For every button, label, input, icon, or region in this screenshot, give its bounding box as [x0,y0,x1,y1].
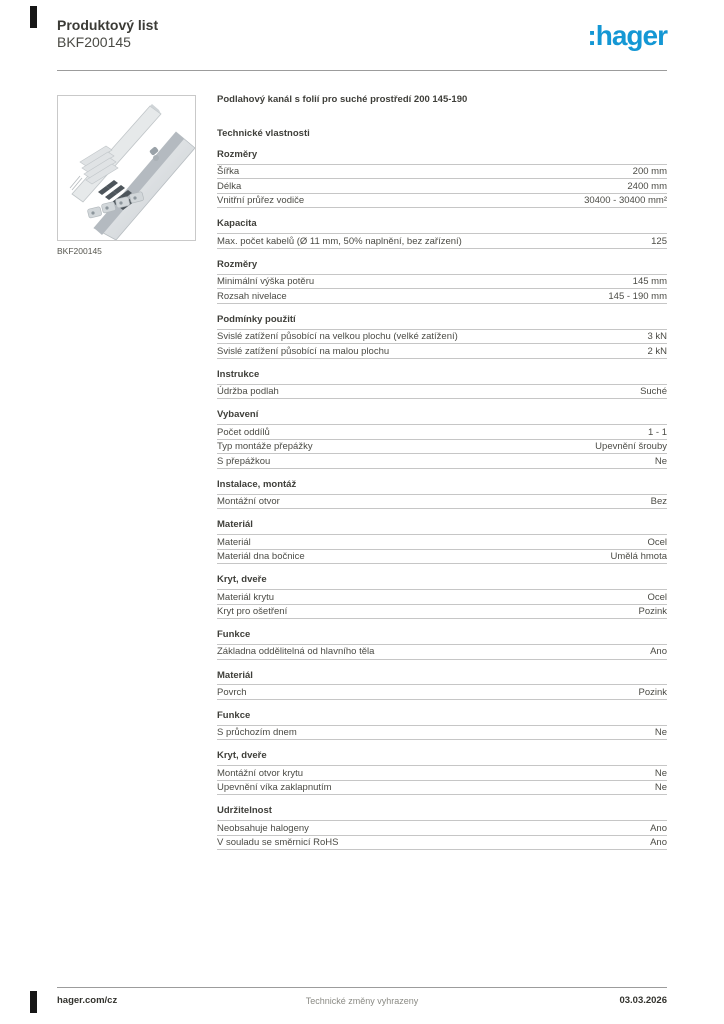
spec-section-heading: Kryt, dveře [217,574,667,590]
spec-section-heading: Instrukce [217,369,667,385]
spec-label: Délka [217,180,242,192]
spec-label: Materiál dna bočnice [217,551,305,563]
spec-section-heading: Rozměry [217,259,667,275]
footer-date: 03.03.2026 [619,995,667,1006]
spec-section [217,519,667,564]
spec-row [217,605,667,620]
technical-properties-heading: Technické vlastnosti [217,128,310,139]
spec-value: Bez [650,496,667,508]
spec-section [217,710,667,740]
spec-row [217,194,667,209]
spec-label: Šířka [217,166,240,178]
spec-section-heading: Kryt, dveře [217,750,667,766]
spec-column [217,94,667,850]
spec-row [217,425,667,440]
spec-value: Pozink [638,686,667,698]
page-edge-mark-top [30,6,37,28]
spec-section-heading: Materiál [217,670,667,686]
spec-label: Povrch [217,686,247,698]
spec-row [217,781,667,796]
spec-row [217,726,667,741]
spec-label: Materiál [217,536,251,548]
spec-label: Montážní otvor krytu [217,767,304,779]
spec-row [217,821,667,836]
spec-section [217,670,667,700]
spec-label: Rozsah nivelace [217,290,287,302]
document-type-title: Produktový list [57,17,159,33]
spec-row [217,344,667,359]
spec-value: 2400 mm [627,180,667,192]
spec-row [217,275,667,290]
spec-section [217,479,667,509]
spec-section [217,259,667,304]
spec-row [217,766,667,781]
spec-row [217,234,667,249]
spec-label: S průchozím dnem [217,727,297,739]
spec-value: 125 [651,235,667,247]
spec-label: Materiál krytu [217,591,275,603]
spec-value: Ocel [647,536,667,548]
spec-value: Upevnění šrouby [595,441,667,453]
spec-section-heading: Materiál [217,519,667,535]
footer-disclaimer: Technické změny vyhrazeny [305,996,419,1006]
spec-section [217,629,667,659]
spec-section-heading: Instalace, montáž [217,479,667,495]
spec-section-heading: Rozměry [217,149,667,165]
spec-row [217,385,667,400]
spec-label: Počet oddílů [217,426,270,438]
header-divider [57,70,667,71]
product-image-block [57,95,196,256]
spec-section [217,750,667,795]
spec-section-heading: Vybavení [217,409,667,425]
spec-sections [217,149,667,850]
spec-row [217,535,667,550]
spec-section [217,409,667,468]
spec-row [217,330,667,345]
spec-row [217,495,667,510]
spec-value: 2 kN [647,345,667,357]
spec-section [217,314,667,359]
spec-label: Montážní otvor [217,496,280,508]
spec-row [217,179,667,194]
spec-row [217,165,667,180]
spec-value: Ano [650,837,667,849]
spec-row [217,440,667,455]
spec-label: V souladu se směrnicí RoHS [217,837,339,849]
spec-label: Minimální výška potěru [217,276,315,288]
spec-label: Upevnění víka zaklapnutím [217,782,332,794]
product-reference: BKF200145 [57,33,131,50]
spec-row [217,289,667,304]
product-image [57,95,196,241]
spec-section-heading: Funkce [217,629,667,645]
spec-value: Ocel [647,591,667,603]
spec-row [217,454,667,469]
hager-logo: :hager [587,20,667,51]
product-title: Podlahový kanál s folií pro suché prostředí 200 145-190 [217,94,468,105]
spec-label: Neobsahuje halogeny [217,822,309,834]
spec-label: Max. počet kabelů (Ø 11 mm, 50% naplnění, bez zařízení) [217,235,462,247]
spec-row [217,590,667,605]
spec-row [217,645,667,660]
spec-section-heading: Udržitelnost [217,805,667,821]
spec-section [217,369,667,399]
spec-row [217,550,667,565]
spec-label: S přepážkou [217,455,271,467]
spec-label: Svislé zatížení působící na malou plochu [217,345,390,357]
spec-value: 1 - 1 [647,426,667,438]
spec-value: 3 kN [647,331,667,343]
spec-label: Kryt pro ošetření [217,606,288,618]
spec-value: Suché [640,386,667,398]
spec-value: 145 - 190 mm [608,290,667,302]
spec-section-heading: Podmínky použití [217,314,667,330]
spec-value: 30400 - 30400 mm² [584,195,667,207]
spec-value: Ne [654,727,667,739]
spec-section [217,574,667,619]
footer-website-link[interactable]: hager.com/cz [57,995,118,1006]
document-header [57,17,158,50]
spec-section [217,218,667,248]
spec-section [217,149,667,208]
spec-label: Údržba podlah [217,386,279,398]
footer-divider [57,987,667,988]
spec-label: Svislé zatížení působící na velkou plochu (velké zatížení) [217,331,458,343]
spec-value: Ne [654,767,667,779]
spec-value: Ano [650,646,667,658]
spec-row [217,685,667,700]
spec-value: Pozink [638,606,667,618]
spec-label: Vnitřní průřez vodiče [217,195,305,207]
spec-row [217,836,667,851]
spec-label: Typ montáže přepážky [217,441,313,453]
spec-value: 145 mm [632,276,667,288]
spec-value: Ne [654,782,667,794]
spec-value: Umělá hmota [610,551,667,563]
floor-duct-illustration [58,96,195,240]
product-image-caption: BKF200145 [57,246,102,256]
spec-value: Ne [654,455,667,467]
spec-section-heading: Kapacita [217,218,667,234]
spec-label: Základna oddělitelná od hlavního těla [217,646,375,658]
spec-section [217,805,667,850]
spec-section-heading: Funkce [217,710,667,726]
spec-value: 200 mm [632,166,667,178]
spec-value: Ano [650,822,667,834]
